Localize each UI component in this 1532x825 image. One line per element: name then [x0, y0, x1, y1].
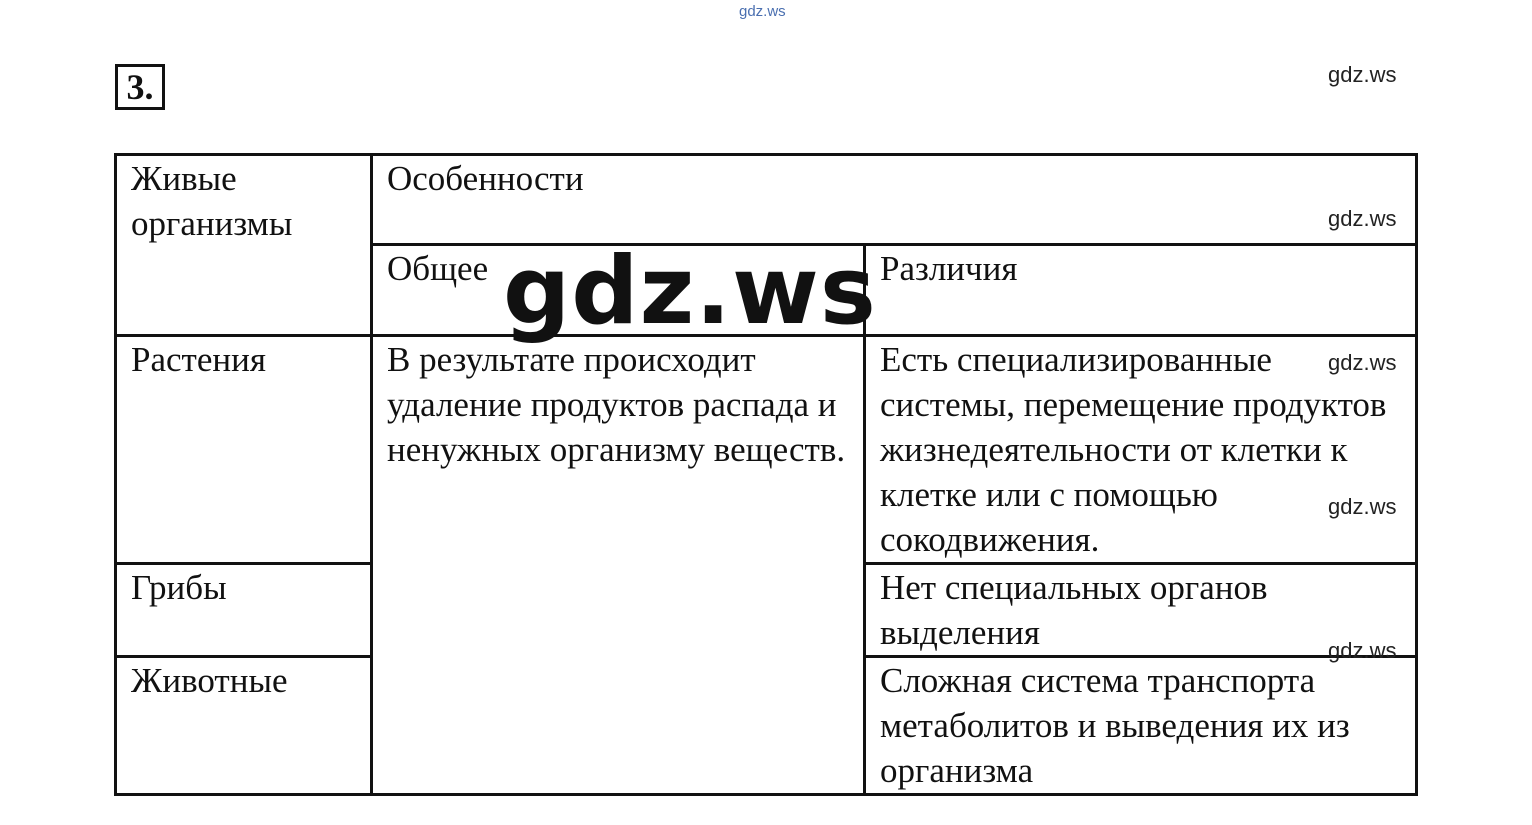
watermark-center: gdz.ws [503, 237, 877, 346]
watermark-right-1: gdz.ws [1328, 62, 1397, 87]
top-watermark: gdz.ws [739, 3, 786, 20]
difference-fungi: Нет специальных органов выделения [865, 564, 1417, 657]
header-common: Общее [372, 245, 865, 336]
watermark-right-5: gdz.ws [1328, 638, 1397, 663]
difference-animals: Сложная система транспорта метаболитов и выведения их из организма [865, 657, 1417, 795]
watermark-right-2: gdz.ws [1328, 206, 1397, 231]
table-row [116, 336, 1417, 564]
common-feature: В результате происходит удаление продуктов распада и ненужных организму веществ. [372, 336, 865, 795]
header-differences: Различия [865, 245, 1417, 336]
organism-animals: Животные [116, 657, 372, 795]
watermark-right-4: gdz.ws [1328, 494, 1397, 519]
task-number: 3. [115, 64, 165, 110]
header-organisms: Живые организмы [116, 155, 372, 336]
header-features: Особенности [372, 155, 1417, 245]
difference-plants: Есть специализированные системы, перемещение продуктов жизнедеятельности от клетки к клетке или с помощью сокодвижения. [865, 336, 1417, 564]
organism-fungi: Грибы [116, 564, 372, 657]
organism-plants: Растения [116, 336, 372, 564]
watermark-right-3: gdz.ws [1328, 350, 1397, 375]
table-header-row [116, 155, 1417, 245]
